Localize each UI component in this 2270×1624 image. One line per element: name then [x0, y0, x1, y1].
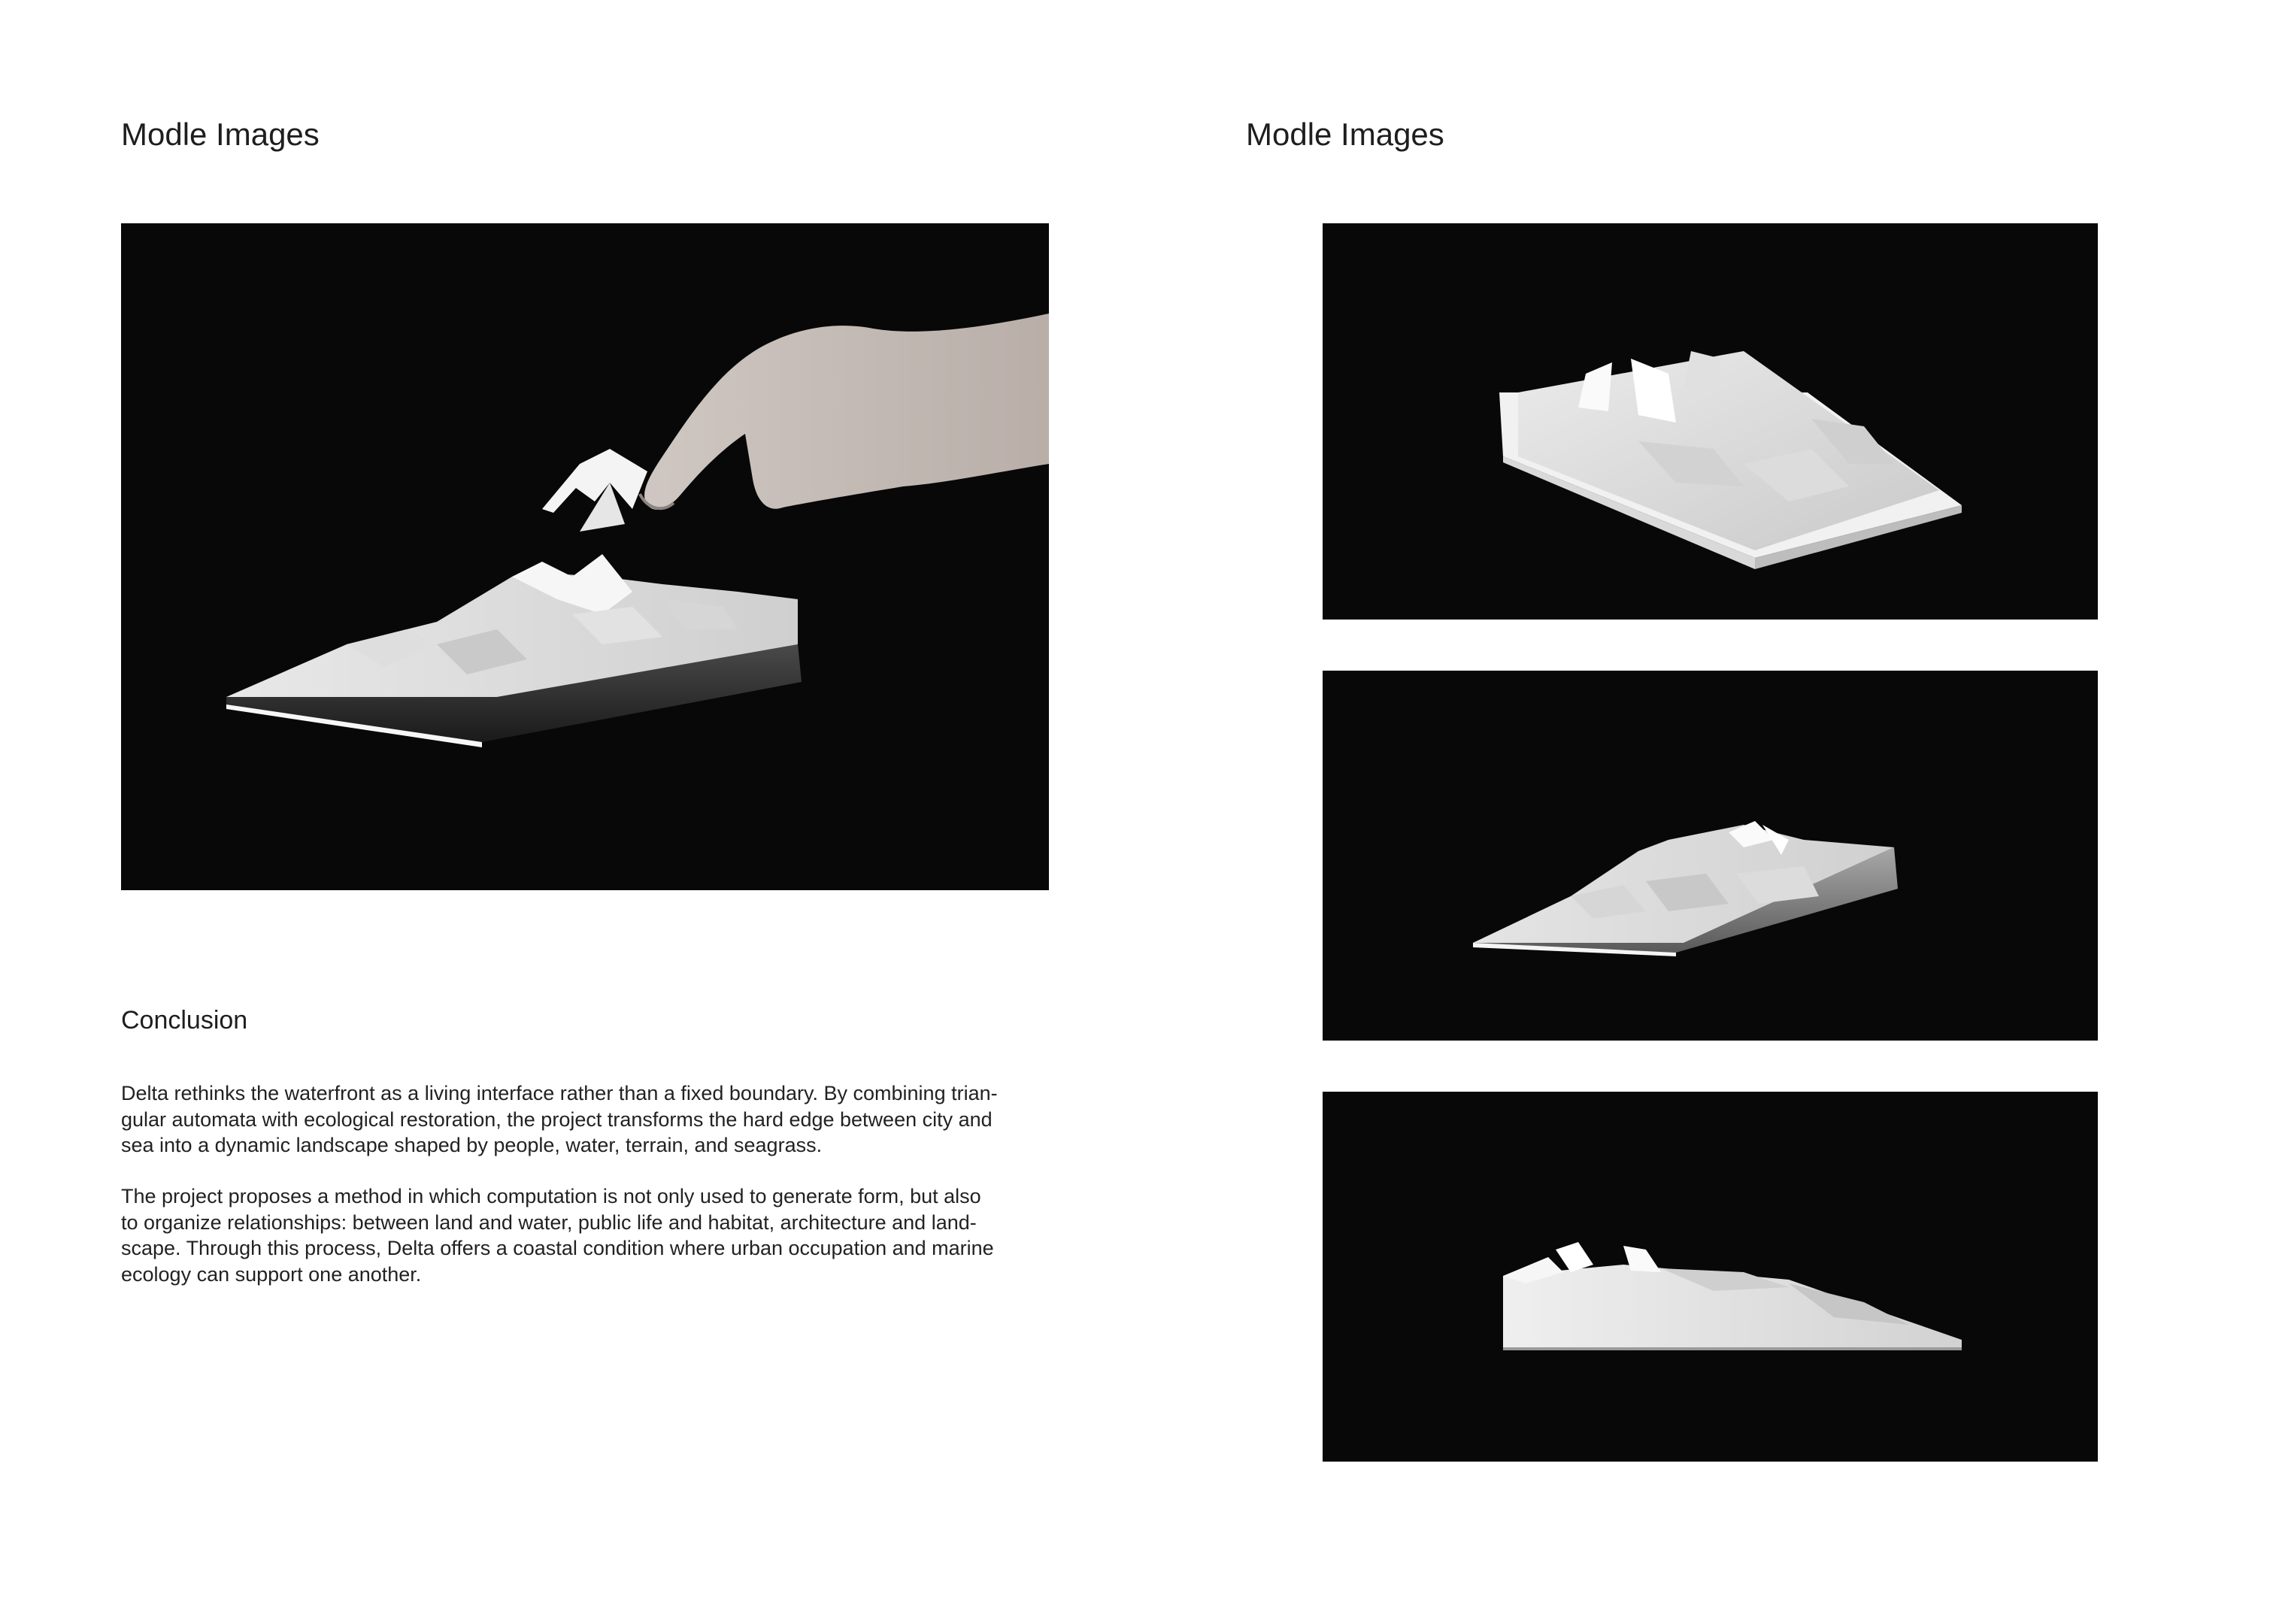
paragraph-2-line-1: The project proposes a method in which computation is not only used to generate form, but also	[121, 1185, 981, 1207]
model-photo-three-quarter-illustration	[1323, 671, 2098, 1041]
model-photo-top-view	[1323, 223, 2098, 620]
paragraph-2-line-4: ecology can support one another.	[121, 1262, 422, 1286]
model-photo-side-view-illustration	[1323, 1092, 2098, 1462]
left-page-heading: Modle Images	[121, 117, 320, 152]
model-photo-side-view	[1323, 1092, 2098, 1462]
paragraph-1-line-3: sea into a dynamic landscape shaped by people, water, terrain, and seagrass.	[121, 1134, 823, 1156]
paragraph-1-line-2: gular automata with ecological restoration, the project transforms the hard edge between city and	[121, 1107, 993, 1131]
model-photo-hand-illustration	[121, 223, 1049, 890]
model-photo-three-quarter	[1323, 671, 2098, 1041]
conclusion-heading: Conclusion	[121, 1006, 248, 1035]
conclusion-paragraph-2	[121, 1183, 1053, 1287]
right-page-heading: Modle Images	[1246, 117, 1444, 152]
paragraph-2-line-2: to organize relationships: between land and water, public life and habitat, architecture and land-	[121, 1210, 977, 1234]
paragraph-2-line-3: scape. Through this process, Delta offers a coastal condition where urban occupation and marine	[121, 1237, 994, 1259]
model-photo-hand	[121, 223, 1049, 890]
model-photo-top-view-illustration	[1323, 223, 2098, 620]
paragraph-1-line-1: Delta rethinks the waterfront as a living interface rather than a fixed boundary. By combining trian-	[121, 1082, 998, 1104]
conclusion-paragraph-1	[121, 1080, 1053, 1159]
